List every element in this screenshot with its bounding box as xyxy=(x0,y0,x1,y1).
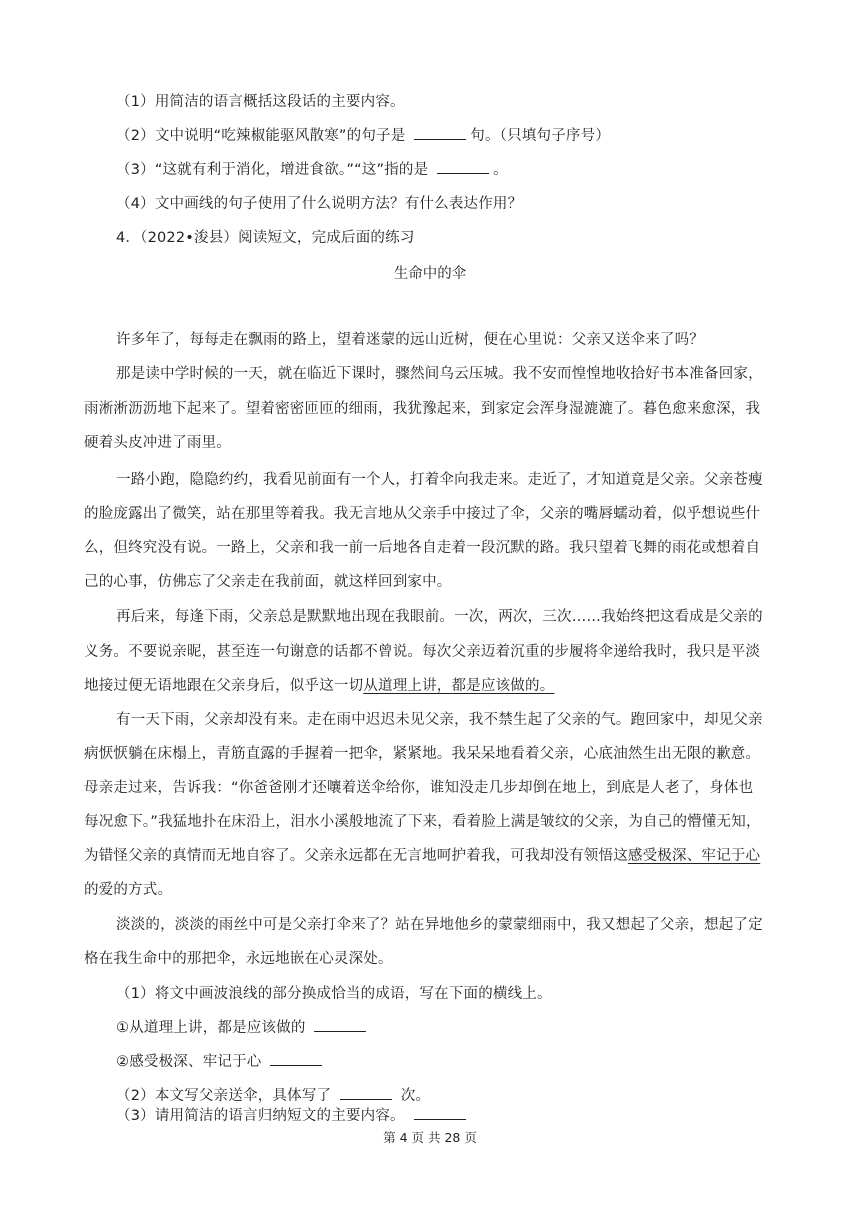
question-text: 次。 xyxy=(396,1088,431,1104)
passage-title: 生命中的伞 xyxy=(393,266,467,282)
question-4 xyxy=(116,192,522,213)
answer-blank xyxy=(437,172,489,174)
answer-blank xyxy=(414,1118,466,1120)
exercise-q3 xyxy=(116,1104,470,1125)
question-text: （3）请用简洁的语言归纳短文的主要内容。 xyxy=(116,1108,410,1124)
passage-text: 地接过便无语地跟在父亲身后，似乎这一切 xyxy=(84,678,364,694)
passage-line xyxy=(84,844,760,865)
answer-blank xyxy=(414,138,466,140)
exercise-q1a xyxy=(116,1016,370,1037)
answer-blank xyxy=(270,1064,322,1066)
passage-line: 雨淅淅沥沥地下起来了。望着密密匝匝的细雨，我犹豫起来，到家定会浑身湿漉漉了。暮色愈来愈深，我 xyxy=(84,401,761,417)
underlined-phrase: 从道理上讲，都是应该做的。 xyxy=(363,678,555,694)
passage-line: 硬着头皮冲进了雨里。 xyxy=(84,435,231,451)
question-text: （2）本文写父亲送伞，具体写了 xyxy=(116,1088,337,1104)
question-text: 句。（只填句子序号） xyxy=(470,128,611,144)
question-text: 。 xyxy=(493,162,508,178)
question-text: （2）文中说明“吃辣椒能驱风散寒”的句子是 xyxy=(116,128,411,144)
passage-line: 许多年了，每每走在飘雨的路上，望着迷蒙的远山近树，便在心里说：父亲又送伞来了吗？ xyxy=(116,332,704,348)
question-2 xyxy=(116,124,610,145)
passage-line: 格在我生命中的那把伞，永远地嵌在心灵深处。 xyxy=(84,951,393,967)
problem-heading: 4．（2022•浚县）阅读短文，完成后面的练习 xyxy=(116,230,415,246)
question-3 xyxy=(116,158,508,179)
question-text: （4）文中画线的句子使用了什么说明方法？有什么表达作用？ xyxy=(116,196,523,212)
passage-line: 的爱的方式。 xyxy=(84,882,173,898)
passage-line: 的脸庞露出了微笑，站在那里等着我。我无言地从父亲手中接过了伞，父亲的嘴唇蠕动着，似乎想说些什 xyxy=(84,506,761,522)
passage-line: 一路小跑，隐隐约约，我看见前面有一个人，打着伞向我走来。走近了，才知道竟是父亲。父亲苍瘦 xyxy=(116,472,763,488)
passage-line: 那是读中学时候的一天，就在临近下课时，骤然间乌云压城。我不安而惶惶地收拾好书本准备回家， xyxy=(116,366,763,382)
passage-line: 再后来，每逢下雨，父亲总是默默地出现在我眼前。一次，两次，三次……我始终把这看成是父亲的 xyxy=(116,609,763,625)
question-1 xyxy=(116,90,405,111)
question-text: ②感受极深、牢记于心 xyxy=(116,1054,267,1070)
passage-line xyxy=(84,674,554,695)
underlined-phrase: 感受极深、牢记于心 xyxy=(627,848,761,864)
passage-line: 么，但终究没有说。一路上，父亲和我一前一后地各自走着一段沉默的路。我只望着飞舞的雨花或想着自 xyxy=(84,540,761,556)
passage-line: 己的心事，仿佛忘了父亲走在我前面，就这样回到家中。 xyxy=(84,574,452,590)
passage-line: 有一天下雨，父亲却没有来。走在雨中迟迟未见父亲，我不禁生起了父亲的气。跑回家中，却见父亲 xyxy=(116,712,763,728)
question-text: （1）用简洁的语言概括这段话的主要内容。 xyxy=(116,94,405,110)
passage-line: 病恹恹躺在床榻上，青筋直露的手握着一把伞，紧紧地。我呆呆地看着父亲，心底油然生出无限的歉意。 xyxy=(84,746,761,762)
answer-blank xyxy=(340,1098,392,1100)
passage-line: 母亲走过来，告诉我：“你爸爸刚才还嚷着送伞给你，谁知没走几步却倒在地上，到底是人老了，身体也 xyxy=(84,780,754,796)
passage-line: 义务。不要说亲昵，甚至连一句谢意的话都不曾说。每次父亲迈着沉重的步履将伞递给我时，我只是平淡 xyxy=(84,644,761,660)
passage-line: 每况愈下。”我猛地扑在床沿上，泪水小溪般地流了下来，看着脸上满是皱纹的父亲，为自己的懵懂无知， xyxy=(84,814,761,830)
page-footer: 第 4 页 共 28 页 xyxy=(383,1130,477,1145)
question-text: ①从道理上讲，都是应该做的 xyxy=(116,1020,311,1036)
passage-line: 淡淡的，淡淡的雨丝中可是父亲打伞来了？站在异地他乡的蒙蒙细雨中，我又想起了父亲，想起了定 xyxy=(116,917,763,933)
exercise-q1: （1）将文中画波浪线的部分换成恰当的成语，写在下面的横线上。 xyxy=(116,986,552,1002)
exercise-q1b xyxy=(116,1050,326,1071)
question-text: （3）“这就有利于消化，增进食欲。”“这”指的是 xyxy=(116,162,434,178)
answer-blank xyxy=(314,1030,366,1032)
passage-text: 为错怪父亲的真情而无地自容了。父亲永远都在无言地呵护着我，可我却没有领悟这 xyxy=(84,848,628,864)
exercise-q2 xyxy=(116,1084,430,1105)
